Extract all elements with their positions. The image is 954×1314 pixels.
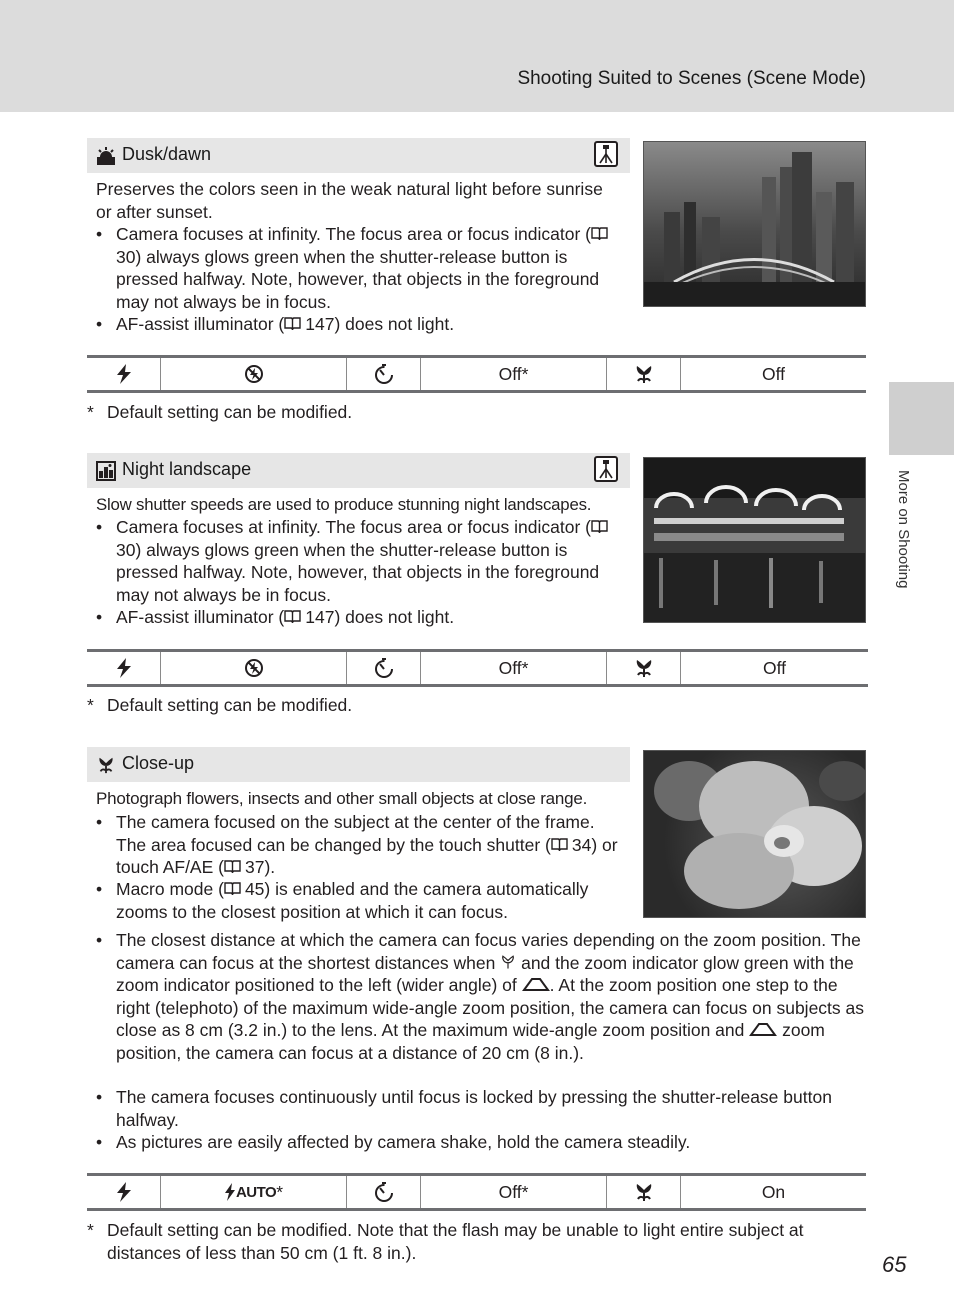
section-description: Slow shutter speeds are used to produce stunning night landscapes. (96, 495, 592, 514)
section-description: Photograph flowers, insects and other small objects at close range. (96, 789, 588, 808)
close-up-icon (96, 755, 116, 775)
book-reference-icon (284, 317, 301, 331)
settings-row (87, 1173, 866, 1211)
list-item: • The closest distance at which the camera can focus varies depending on the zoom position. The camera can focus at the shortest distances when and the zoom indicator glow green with the zoom indicator positioned to the left (wider angle) of . At the zoom position one step to the right (telephoto) of the maximum wide-angle zoom position, the camera can focus on subjects as close as 8 cm (3.2 in.) to the lens. At the maximum wide-angle zoom position and zoom position, the camera can focus at a distance of 20 cm (8 in.). (96, 929, 866, 1064)
self-timer-value: Off* (421, 1176, 607, 1208)
section-title-night-landscape (87, 453, 630, 488)
list-item: • Camera focuses at infinity. The focus area or focus indicator (30) always glows green when the shutter-release button is pressed halfway. Note, however, that objects in the foreground may not always be in focus. (96, 516, 626, 606)
photo-dusk-city-skyline (643, 141, 866, 307)
flash-mode-cell (87, 1176, 161, 1208)
section-title-dusk-dawn (87, 138, 630, 173)
macro-cell (607, 358, 681, 390)
flash-icon (115, 1181, 133, 1203)
macro-value: Off (762, 657, 787, 678)
list-item: • Camera focuses at infinity. The focus area or focus indicator (30) always glows green when the shutter-release button is pressed halfway. Note, however, that objects in the foreground may not always be in focus. (96, 223, 626, 313)
book-reference-icon (591, 227, 608, 241)
side-tab (889, 382, 954, 455)
macro-cell (607, 652, 681, 684)
book-reference-icon (284, 610, 301, 624)
self-timer-cell (347, 652, 421, 684)
section-title-close-up (87, 747, 630, 782)
photo-close-up-flower (643, 750, 866, 918)
header-title: Shooting Suited to Scenes (Scene Mode) (517, 68, 866, 89)
flash-value-cell: AUTO * (161, 1176, 347, 1208)
photo-night-riverside (643, 457, 866, 623)
macro-value: On (761, 1181, 786, 1202)
self-timer-icon (373, 1181, 395, 1203)
section-title-text: Dusk/dawn (122, 144, 212, 164)
section-title-text: Night landscape (122, 459, 252, 479)
book-reference-icon (224, 860, 241, 874)
tripod-icon (594, 456, 618, 482)
flash-value-cell (161, 652, 347, 684)
list-item: • AF-assist illuminator ( 147) does not light. (96, 606, 626, 629)
list-item: • The camera focused on the subject at the center of the frame. The area focused can be changed by the touch shutter ( 34) or touch AF/AE ( 37). (96, 811, 626, 879)
footnote: * Default setting can be modified. (87, 695, 353, 715)
flash-auto-icon (224, 1182, 236, 1202)
self-timer-cell (347, 358, 421, 390)
macro-flower-icon (633, 1181, 655, 1203)
flash-mode-cell (87, 652, 161, 684)
list-item: • Macro mode ( 45) is enabled and the camera automatically zooms to the closest position at which it can focus. (96, 878, 626, 923)
footnote: * Default setting can be modified. (87, 402, 353, 422)
macro-value: Off (761, 363, 786, 384)
flash-off-icon (244, 658, 264, 678)
self-timer-value: Off* (421, 652, 607, 684)
flash-value-cell (161, 358, 347, 390)
settings-row (87, 649, 868, 687)
dusk-dawn-icon (96, 146, 116, 166)
page-number: 65 (882, 1252, 907, 1277)
macro-flower-outline-icon (500, 953, 516, 971)
settings-row (87, 355, 866, 393)
macro-cell (607, 1176, 681, 1208)
section-description: Preserves the colors seen in the weak natural light before sunrise or after sunset. (96, 179, 603, 222)
book-reference-icon (591, 520, 608, 534)
flash-mode-cell (87, 358, 161, 390)
tripod-icon (594, 141, 618, 167)
wide-angle-zoom-icon (522, 976, 550, 992)
self-timer-cell (347, 1176, 421, 1208)
self-timer-value: Off* (421, 358, 607, 390)
list-item: • As pictures are easily affected by camera shake, hold the camera steadily. (96, 1131, 866, 1154)
book-reference-icon (224, 882, 241, 896)
list-item: • AF-assist illuminator ( 147) does not light. (96, 313, 626, 336)
list-item: • The camera focuses continuously until focus is locked by pressing the shutter-release button halfway. (96, 1086, 866, 1131)
macro-flower-icon (633, 657, 655, 679)
flash-icon (115, 363, 133, 385)
night-landscape-icon (96, 461, 116, 481)
footnote: * Default setting can be modified. Note that the flash may be unable to light entire subject at distances of less than 50 cm (1 ft. 8 in.). (87, 1220, 804, 1263)
header-band (0, 0, 954, 112)
side-tab-label: More on Shooting (895, 470, 912, 589)
book-reference-icon (551, 838, 568, 852)
flash-off-icon (244, 364, 264, 384)
self-timer-icon (373, 657, 395, 679)
self-timer-icon (373, 363, 395, 385)
macro-flower-icon (633, 363, 655, 385)
wide-angle-zoom-icon (749, 1021, 777, 1037)
flash-icon (115, 657, 133, 679)
section-title-text: Close-up (122, 753, 195, 773)
